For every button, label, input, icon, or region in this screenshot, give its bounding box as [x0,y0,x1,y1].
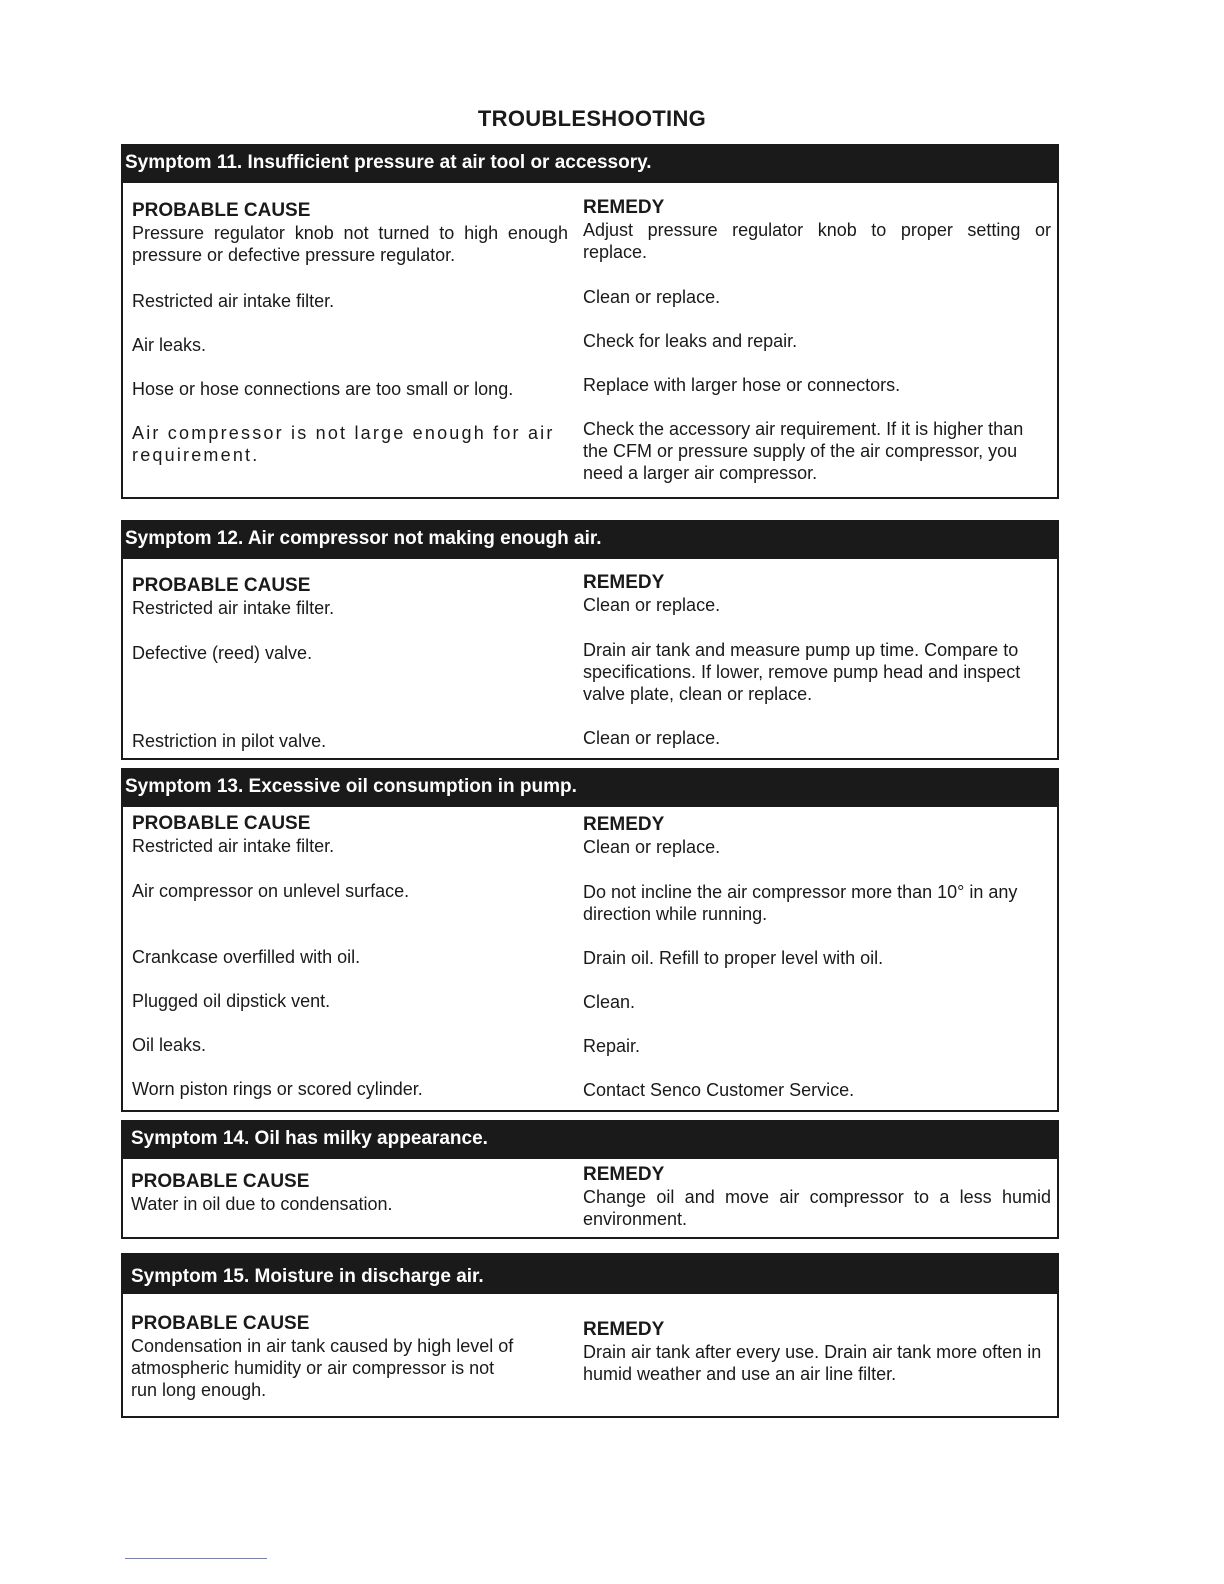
cause-text: Worn piston rings or scored cylinder. [132,1079,423,1099]
remedy-text: Drain oil. Refill to proper level with oil. [583,948,884,968]
cause-text: Hose or hose connections are too small or long. [132,379,514,399]
cause-text: Water in oil due to condensation. [131,1194,393,1214]
remedy-text: Repair. [583,1036,641,1056]
cause-text: Pressure regulator knob not turned to high enough pressure or defective pressure regulator. [132,223,568,265]
remedy-text: Replace with larger hose or connectors. [583,375,901,395]
cause-text: Crankcase overfilled with oil. [132,947,361,967]
remedy-label: REMEDY [583,572,665,593]
cause-text: Restriction in pilot valve. [132,731,327,751]
remedy-text: Clean. [583,992,636,1012]
cause-text: Defective (reed) valve. [132,643,313,663]
cause-text: Air compressor on unlevel surface. [132,881,410,901]
remedy-text: Change oil and move air compressor to a less humid environment. [583,1187,1051,1229]
footer-divider [125,1558,267,1559]
symptom-12-box [121,520,1059,760]
cause-cell [131,1171,567,1215]
remedy-label: REMEDY [583,1164,665,1185]
remedy-cell [583,1319,1051,1385]
cause-text: Restricted air intake filter. [132,291,335,311]
cause-text: Restricted air intake filter. [132,836,335,856]
remedy-text: Clean or replace. [583,728,721,748]
symptom-14-box [121,1120,1059,1239]
cause-cell [132,813,568,857]
symptom-header: Symptom 14. Oil has milky appearance. [123,1122,1057,1159]
remedy-text: Adjust pressure regulator knob to proper setting or replace. [583,220,1051,262]
cause-text: Plugged oil dipstick vent. [132,991,331,1011]
remedy-text: Contact Senco Customer Service. [583,1080,855,1100]
remedy-text: Do not incline the air compressor more than 10° in any direction while running. [583,882,1018,924]
symptom-header: Symptom 11. Insufficient pressure at air tool or accessory. [123,146,1057,183]
remedy-cell [583,572,1051,616]
symptom-13-box [121,768,1059,1112]
remedy-label: REMEDY [583,814,665,835]
remedy-text: Check the accessory air requirement. If it is higher than the CFM or pressure supply of the air compressor, you need a larger air compressor. [583,419,1024,483]
page-title: TROUBLESHOOTING [477,106,707,131]
remedy-label: REMEDY [583,197,665,218]
probable-cause-label: PROBABLE CAUSE [131,1171,310,1192]
cause-text: Restricted air intake filter. [132,598,335,618]
remedy-label: REMEDY [583,1319,665,1340]
remedy-text: Clean or replace. [583,595,721,615]
symptom-11-box [121,144,1059,499]
remedy-cell [583,814,1051,858]
remedy-cell [583,197,1051,263]
probable-cause-label: PROBABLE CAUSE [132,575,311,596]
remedy-cell [583,1164,1051,1230]
symptom-header: Symptom 13. Excessive oil consumption in pump. [123,770,1057,807]
remedy-text: Clean or replace. [583,287,721,307]
probable-cause-label: PROBABLE CAUSE [132,813,311,834]
cause-cell [131,1313,521,1401]
probable-cause-label: PROBABLE CAUSE [131,1313,310,1334]
cause-cell [132,575,568,619]
remedy-text: Clean or replace. [583,837,721,857]
remedy-text: Check for leaks and repair. [583,331,798,351]
symptom-15-box [121,1253,1059,1418]
symptom-header: Symptom 12. Air compressor not making enough air. [123,522,1057,559]
symptom-header: Symptom 15. Moisture in discharge air. [123,1255,1057,1294]
cause-text: Condensation in air tank caused by high level of atmospheric humidity or air compressor is not run long enough. [131,1336,514,1400]
cause-text: Air compressor is not large enough for air requirement. [132,423,555,465]
probable-cause-label: PROBABLE CAUSE [132,200,311,221]
remedy-text: Drain air tank and measure pump up time. Compare to specifications. If lower, remove pump head and inspect valve plate, clean or replace. [583,640,1021,704]
cause-cell [132,200,568,266]
cause-text: Air leaks. [132,335,207,355]
cause-text: Oil leaks. [132,1035,207,1055]
remedy-text: Drain air tank after every use. Drain air tank more often in humid weather and use an air line filter. [583,1342,1042,1384]
